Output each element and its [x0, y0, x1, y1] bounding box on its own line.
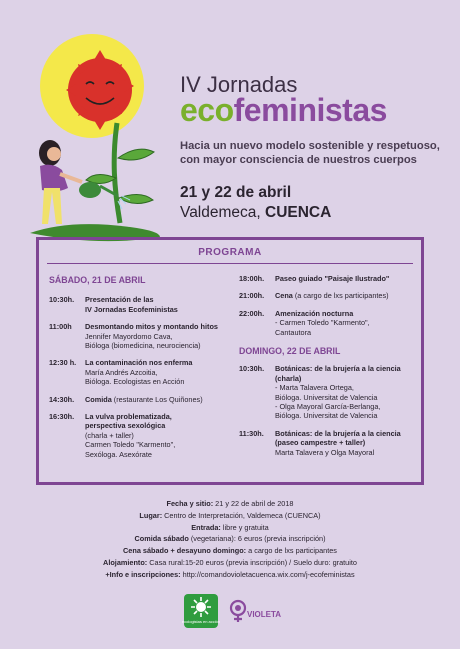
item-title2: IV Jornadas Ecofeministas: [85, 304, 178, 314]
event-title-line1: IV Jornadas: [180, 72, 298, 97]
item-detail: Sexóloga. Asexórate: [85, 449, 152, 459]
item-title: La vulva problematizada,: [85, 412, 172, 422]
item-time: 10:30h.: [239, 364, 265, 374]
item-title: Desmontando mitos y montando hitos: [85, 322, 218, 332]
item-speaker: María Andrés Azcoitia,: [85, 367, 158, 377]
program-divider: [47, 263, 413, 264]
item-speaker: Marta Talavera y Olga Mayoral: [275, 447, 375, 457]
subtitle-line2: con mayor consciencia de nuestros cuerpos: [180, 154, 417, 166]
program-item: [49, 395, 229, 404]
item-time: 22:00h.: [239, 308, 265, 318]
item-speaker: - Olga Mayoral García-Berlanga,: [275, 402, 381, 412]
item-time: 11:30h.: [239, 428, 264, 438]
item-detail: Bióloga. Ecologistas en Acción: [85, 377, 185, 387]
program-item: [239, 274, 419, 283]
item-time: 18:00h.: [239, 274, 265, 283]
program-item: [239, 291, 419, 300]
item-title: Presentación de las: [85, 295, 154, 305]
sun-logo-icon: [181, 594, 221, 628]
item-title: Paseo guiado "Paisaje Ilustrado": [275, 274, 390, 283]
item-title: Botánicas: de la brujería a la ciencia: [275, 428, 401, 438]
program-item: [239, 364, 419, 420]
program-box: [36, 237, 424, 485]
item-title: Cena: [275, 291, 293, 301]
place-town: Valdemeca,: [180, 204, 261, 221]
item-time: 16:30h.: [49, 412, 75, 422]
item-time: 11:00h: [49, 322, 72, 332]
ecologistas-logo: [181, 594, 221, 628]
info-line: Alojamiento: Casa rural:15-20 euros (previa inscripción) / Suelo duro: gratuito: [103, 557, 357, 567]
item-time: 14:30h.: [49, 394, 75, 404]
flower-stem-icon: [114, 123, 120, 223]
program-item: [49, 358, 229, 386]
item-time: 10:30h.: [49, 295, 75, 305]
item-speaker: - Carmen Toledo "Karmento",: [275, 318, 370, 328]
illustration: [22, 28, 172, 248]
item-detail: Bióloga. Universitat de Valencia: [275, 411, 378, 421]
item-title: Comida: [85, 394, 112, 404]
item-speaker: - Marta Talavera Ortega,: [275, 383, 354, 393]
program-item: [49, 412, 229, 459]
program-item: [239, 429, 419, 457]
program-right-column: [239, 270, 419, 457]
item-title: Botánicas: de la brujería a la ciencia: [275, 364, 401, 374]
event-dates: 21 y 22 de abril: [180, 184, 292, 201]
item-time: 12:30 h.: [49, 358, 77, 368]
item-title: Amenización nocturna: [275, 308, 354, 318]
subtitle: [180, 139, 450, 167]
info-line: Cena sábado + desayuno domingo: a cargo de lxs participantes: [123, 546, 337, 556]
item-title2: (charla): [275, 373, 302, 383]
title-eco: eco: [180, 92, 234, 128]
program-title: PROGRAMA: [198, 247, 262, 258]
program-left-column: [49, 276, 229, 459]
program-item: [49, 295, 229, 314]
item-detail: (charla + taller): [85, 430, 134, 440]
item-detail: (a cargo de lxs participantes): [294, 291, 389, 301]
event-place: [180, 204, 331, 222]
event-title-line2: [180, 92, 387, 129]
item-detail: Bióloga. Universitat de Valencia: [275, 392, 378, 402]
info-line: Fecha y sitio: 21 y 22 de abril de 2018: [166, 499, 294, 508]
subtitle-line1: Hacia un nuevo modelo sostenible y respetuoso,: [180, 140, 440, 152]
info-footer: [0, 498, 460, 581]
item-time: 21:00h.: [239, 291, 265, 301]
place-province: CUENCA: [265, 204, 332, 221]
item-detail: Bióloga (biomedicina, neurociencia): [85, 341, 201, 351]
item-speaker: Jennifer Mayordomo Cava,: [85, 331, 173, 341]
info-line[interactable]: +Info e inscripciones: http://comandovioletacuenca.wix.com/j-ecofeministas: [105, 569, 355, 579]
item-title2: perspectiva sexológica: [85, 421, 166, 431]
svg-text:ecologistas en acción: ecologistas en acción: [181, 619, 221, 624]
day-saturday: SÁBADO, 21 DE ABRIL: [49, 275, 146, 285]
info-line: Lugar: Centro de Interpretación, Valdemeca (CUENCA): [139, 510, 321, 520]
info-link[interactable]: http://comandovioletacuenca.wix.com/j-ecofeministas: [182, 569, 355, 579]
comando-violeta-logo: [228, 597, 282, 625]
program-item: [49, 322, 229, 350]
program-item: [239, 309, 419, 337]
item-title2: (paseo campestre + taller): [275, 438, 366, 448]
item-title: La contaminación nos enferma: [85, 358, 193, 368]
info-line: Comida sábado (vegetariana): 6 euros (previa inscripción): [134, 534, 326, 544]
svg-text:VIOLETA: VIOLETA: [247, 610, 282, 619]
day-sunday: DOMINGO, 22 DE ABRIL: [239, 346, 341, 357]
item-detail: Cantautora: [275, 327, 312, 337]
info-line: Entrada: libre y gratuita: [191, 522, 269, 532]
item-detail: (restaurante Los Quiñones): [113, 394, 203, 404]
item-speaker: Carmen Toledo "Karmento",: [85, 440, 176, 450]
title-feministas: feministas: [233, 92, 387, 128]
